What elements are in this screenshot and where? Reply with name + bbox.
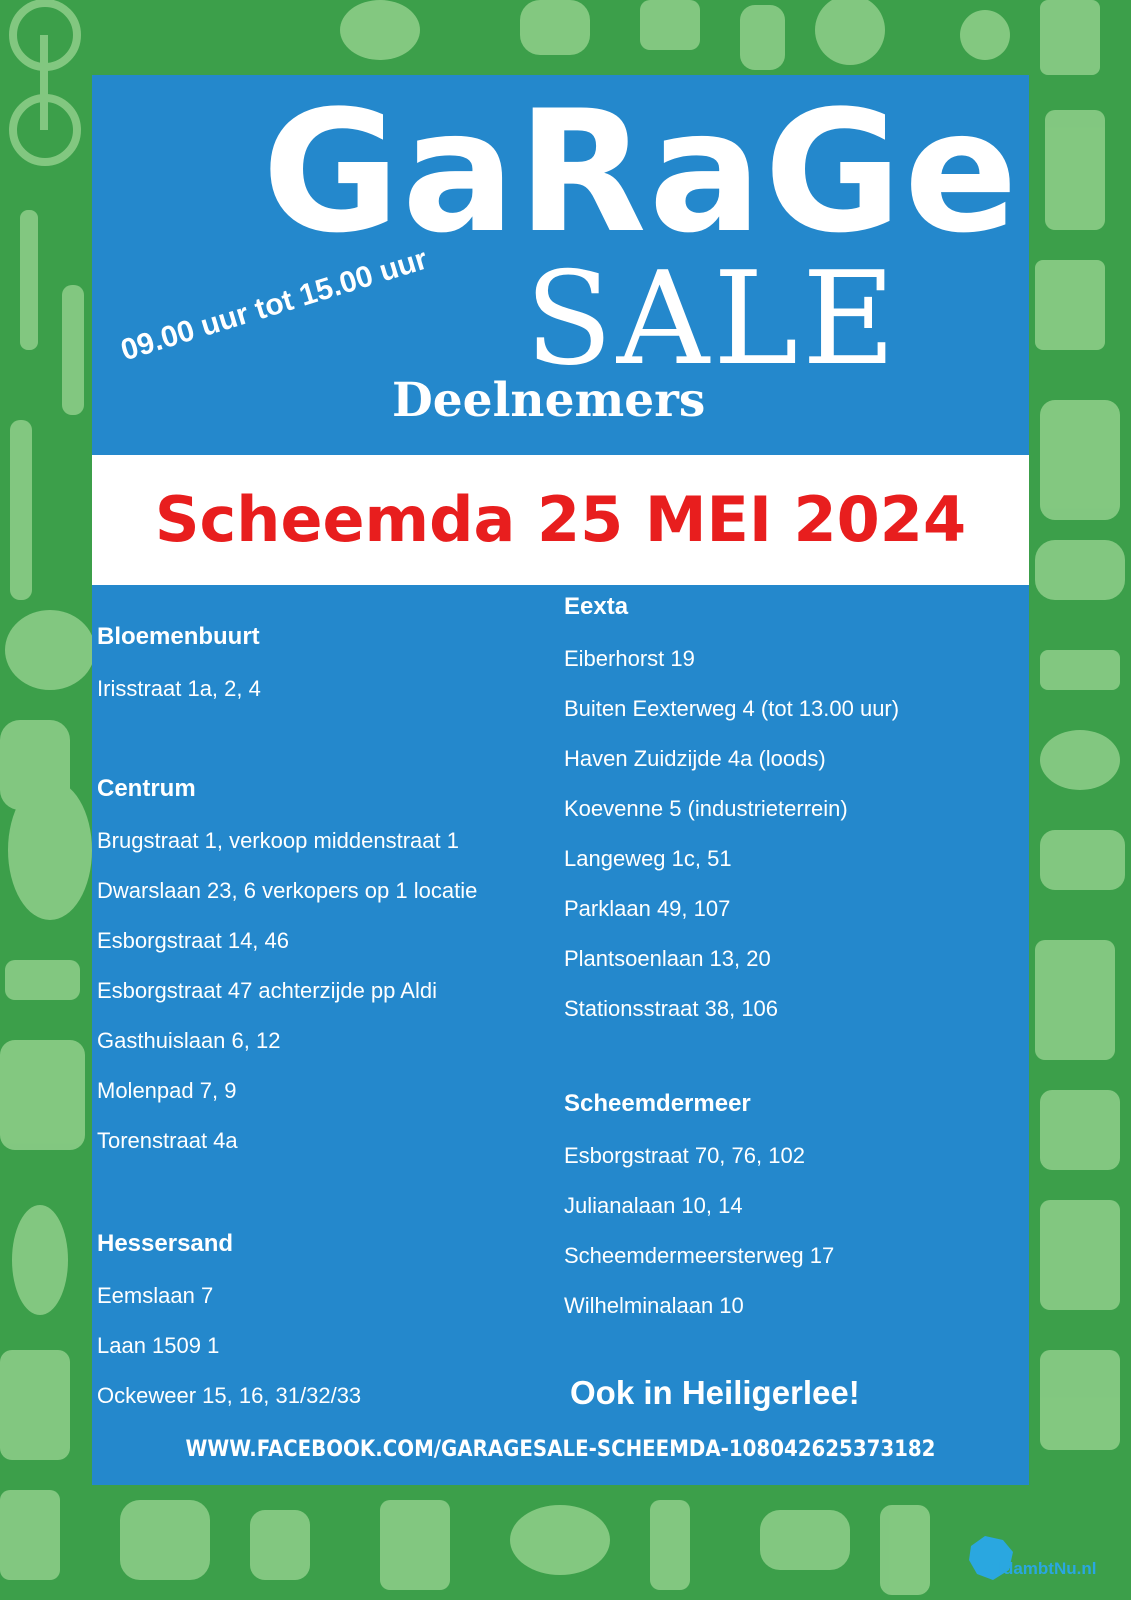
address-item: Esborgstraat 14, 46 bbox=[97, 928, 290, 953]
section-heading-eexta: Eexta bbox=[564, 593, 629, 620]
chair-silhouette bbox=[1035, 260, 1105, 350]
poster bbox=[92, 75, 1029, 1485]
address-item: Gasthuislaan 6, 12 bbox=[97, 1028, 281, 1053]
address-item: Julianalaan 10, 14 bbox=[564, 1193, 743, 1218]
address-item: Dwarslaan 23, 6 verkopers op 1 locatie bbox=[97, 878, 478, 903]
mirror-silhouette bbox=[340, 0, 420, 60]
opening-hours: 09.00 uur tot 15.00 uur bbox=[117, 242, 432, 368]
title-garage: GaRaGe bbox=[262, 74, 1020, 270]
title-sale: SALE bbox=[525, 245, 900, 394]
address-item: Brugstraat 1, verkoop middenstraat 1 bbox=[97, 828, 459, 853]
address-item: Langeweg 1c, 51 bbox=[564, 846, 732, 871]
address-item: Eiberhorst 19 bbox=[564, 646, 695, 671]
address-item: Stationsstraat 38, 106 bbox=[564, 996, 779, 1021]
address-item: Ockeweer 15, 16, 31/32/33 bbox=[97, 1383, 362, 1408]
date-banner bbox=[92, 455, 1029, 585]
address-item: Haven Zuidzijde 4a (loods) bbox=[564, 746, 826, 771]
bottle-silhouette bbox=[12, 1205, 68, 1315]
oldambtnu-watermark bbox=[963, 1528, 1123, 1588]
address-item: Parklaan 49, 107 bbox=[564, 896, 731, 921]
watermark-text: OldambtNu.nl bbox=[985, 1559, 1097, 1578]
rocking-horse-silhouette bbox=[1040, 830, 1125, 890]
address-item: Esborgstraat 70, 76, 102 bbox=[564, 1143, 805, 1168]
extra-location-note: Ook in Heiligerlee! bbox=[570, 1374, 860, 1411]
bicycle-silhouette bbox=[13, 3, 77, 162]
whisk-silhouette bbox=[62, 285, 84, 415]
banner-title: Scheemda 25 MEI 2024 bbox=[154, 483, 967, 556]
address-item: Koevenne 5 (industrieterrein) bbox=[564, 796, 848, 821]
duck-silhouette bbox=[5, 610, 95, 690]
address-item: Laan 1509 1 bbox=[97, 1333, 220, 1358]
address-item: Molenpad 7, 9 bbox=[97, 1078, 237, 1103]
section-heading-centrum: Centrum bbox=[97, 775, 196, 802]
subtitle-deelnemers: Deelnemers bbox=[392, 373, 706, 428]
address-item: Torenstraat 4a bbox=[97, 1128, 238, 1153]
address-item: Scheemdermeersterweg 17 bbox=[564, 1243, 835, 1268]
facebook-url: WWW.FACEBOOK.COM/GARAGESALE-SCHEEMDA-108042625373182 bbox=[185, 1437, 936, 1462]
section-heading-hessersand: Hessersand bbox=[97, 1230, 234, 1257]
address-item: Buiten Eexterweg 4 (tot 13.00 uur) bbox=[564, 696, 900, 721]
address-item: Wilhelminalaan 10 bbox=[564, 1293, 744, 1318]
section-heading-scheemdermeer: Scheemdermeer bbox=[564, 1090, 751, 1117]
address-item: Plantsoenlaan 13, 20 bbox=[564, 946, 771, 971]
address-item: Irisstraat 1a, 2, 4 bbox=[97, 676, 261, 701]
address-item: Eemslaan 7 bbox=[97, 1283, 214, 1308]
address-item: Esborgstraat 47 achterzijde pp Aldi bbox=[97, 978, 437, 1003]
section-heading-bloemenbuurt: Bloemenbuurt bbox=[97, 623, 260, 650]
